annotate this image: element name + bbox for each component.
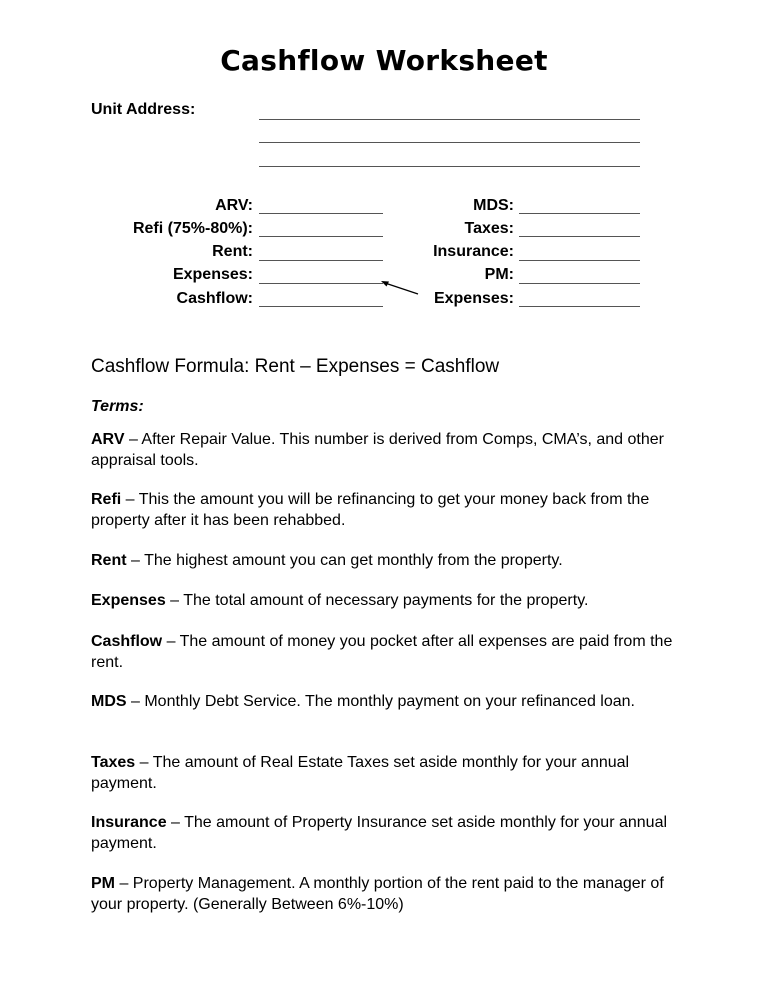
term-name: Insurance xyxy=(91,814,167,831)
mds-label: MDS: xyxy=(473,197,514,214)
unit-address-line-2[interactable] xyxy=(259,142,640,143)
insurance-label: Insurance: xyxy=(433,243,514,260)
page-title: Cashflow Worksheet xyxy=(220,44,548,77)
refi-field[interactable] xyxy=(259,236,383,237)
pm-field[interactable] xyxy=(519,283,640,284)
term-definition: – The total amount of necessary payments for the property. xyxy=(165,592,589,609)
unit-address-line-1[interactable] xyxy=(259,119,640,120)
arv-field[interactable] xyxy=(259,213,383,214)
rent-field[interactable] xyxy=(259,260,383,261)
taxes-field[interactable] xyxy=(519,236,640,237)
right-expenses-field[interactable] xyxy=(519,306,640,307)
term-mds xyxy=(91,691,691,712)
right-expenses-label: Expenses: xyxy=(433,290,514,307)
unit-address-label: Unit Address: xyxy=(91,101,196,118)
terms-heading: Terms: xyxy=(91,398,144,415)
rent-label: Rent: xyxy=(212,243,253,260)
term-cashflow xyxy=(91,631,691,673)
cashflow-label: Cashflow: xyxy=(176,290,253,307)
term-definition: – After Repair Value. This number is derived from Comps, CMA’s, and other appraisal tools. xyxy=(91,431,664,469)
term-expenses xyxy=(91,590,691,611)
term-name: Rent xyxy=(91,552,127,569)
term-definition: – The amount of Property Insurance set aside monthly for your annual payment. xyxy=(91,814,668,852)
cashflow-formula: Cashflow Formula: Rent – Expenses = Cashflow xyxy=(91,356,500,377)
term-definition: – This the amount you will be refinancing to get your money back from the property after it has been rehabbed. xyxy=(91,491,650,529)
pm-label: PM: xyxy=(484,266,514,283)
refi-label: Refi (75%-80%): xyxy=(132,220,253,237)
term-definition: – The amount of money you pocket after all expenses are paid from the rent. xyxy=(91,633,673,671)
mds-field[interactable] xyxy=(519,213,640,214)
term-name: Expenses xyxy=(91,592,166,609)
term-definition: – The amount of Real Estate Taxes set aside monthly for your annual payment. xyxy=(91,754,630,792)
term-pm xyxy=(91,873,691,915)
term-name: MDS xyxy=(91,693,127,710)
term-definition: – Property Management. A monthly portion of the rent paid to the manager of your property. (Generally Between 6%-10%) xyxy=(91,875,664,913)
cashflow-field[interactable] xyxy=(259,306,383,307)
term-definition: – The highest amount you can get monthly from the property. xyxy=(126,552,563,569)
taxes-label: Taxes: xyxy=(464,220,514,237)
expenses-label: Expenses: xyxy=(172,266,253,283)
term-rent xyxy=(91,550,691,571)
term-definition: – Monthly Debt Service. The monthly payment on your refinanced loan. xyxy=(126,693,635,710)
arv-label: ARV: xyxy=(215,197,253,214)
insurance-field[interactable] xyxy=(519,260,640,261)
unit-address-line-3[interactable] xyxy=(259,166,640,167)
term-name: Cashflow xyxy=(91,633,163,650)
term-name: ARV xyxy=(91,431,125,448)
term-name: Taxes xyxy=(91,754,136,771)
term-name: PM xyxy=(91,875,115,892)
term-arv xyxy=(91,429,691,471)
term-name: Refi xyxy=(91,491,122,508)
expenses-field[interactable] xyxy=(259,283,383,284)
term-insurance xyxy=(91,812,691,854)
arrow-icon xyxy=(378,276,422,298)
term-refi xyxy=(91,489,691,531)
term-taxes xyxy=(91,752,691,794)
